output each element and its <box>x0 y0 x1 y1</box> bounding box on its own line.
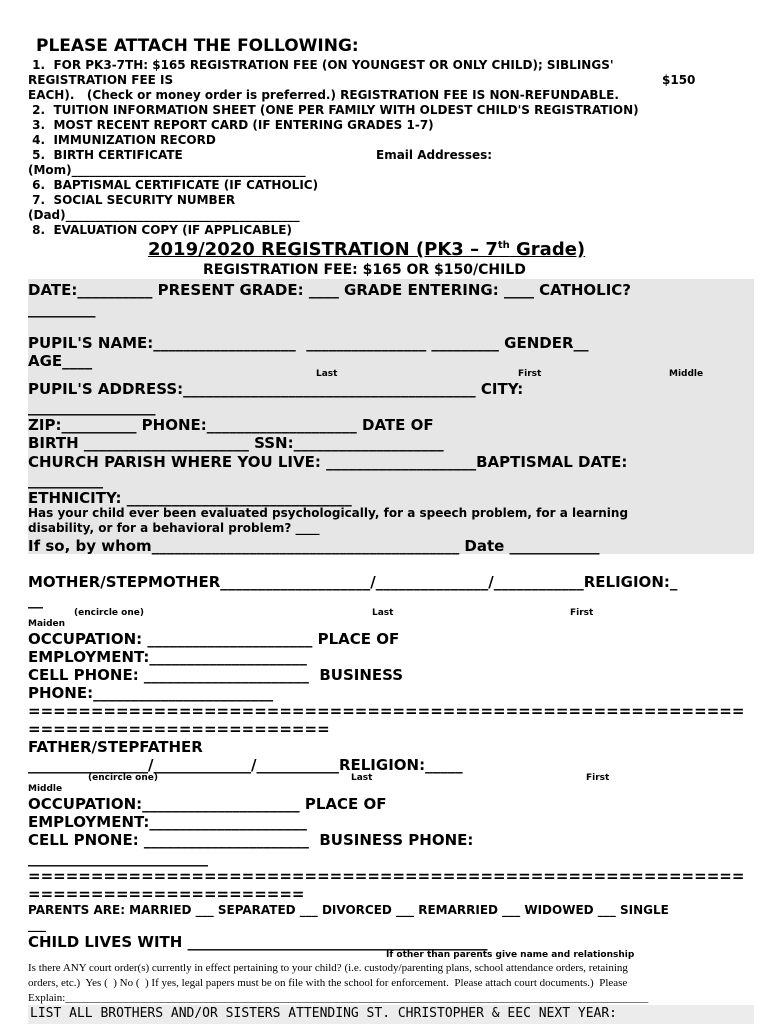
date-grade-line[interactable]: DATE:__________ PRESENT GRADE: ____ GRADE ENTERING: ____ CATHOLIC? <box>28 281 632 299</box>
pupil-name-line[interactable]: PUPIL'S NAME:___________________ ________________ _________ GENDER__ <box>28 334 589 352</box>
mother-line[interactable]: MOTHER/STEPMOTHER____________________/_______________/____________RELIGION:_ <box>28 573 678 591</box>
father-line[interactable]: ________________/_____________/___________RELIGION:_____ <box>28 756 463 774</box>
father-cell-line[interactable]: CELL PNONE: ______________________ BUSINESS PHONE: <box>28 831 474 849</box>
father-employment-line[interactable]: EMPLOYMENT:_____________________ <box>28 813 307 831</box>
father-occupation-line[interactable]: OCCUPATION:_____________________ PLACE OF <box>28 795 387 813</box>
father-encircle-label: (encircle one) <box>88 773 158 783</box>
court-order-text-2[interactable]: orders, etc.) Yes ( ) No ( ) If yes, legal papers must be on file with the school for enforcement. Please attach court documents.) Please <box>28 977 628 989</box>
evaluation-question-1: Has your child ever been evaluated psychologically, for a speech problem, for a learning <box>28 506 629 520</box>
mom-email-field[interactable]: (Mom)_______________________________________ <box>28 163 306 177</box>
child-lives-with-note: If other than parents give name and relationship <box>386 950 635 960</box>
father-label: FATHER/STEPFATHER <box>28 738 203 756</box>
father-first-label: First <box>586 773 610 783</box>
pupil-address-line[interactable]: PUPIL'S ADDRESS:_______________________________________ CITY: <box>28 380 524 398</box>
father-last-label: Last <box>351 773 373 783</box>
city-blank[interactable]: _________________ <box>28 398 156 416</box>
separator-1b: ======================== <box>28 720 330 738</box>
separator-1a: ========================================================= <box>28 702 745 720</box>
attach-item-1c: EACH). (Check or money order is preferred.) REGISTRATION FEE IS NON-REFUNDABLE. <box>28 88 619 102</box>
separator-2a: ========================================================= <box>28 867 745 885</box>
zip-phone-line[interactable]: ZIP:__________ PHONE:____________________ DATE OF <box>28 416 434 434</box>
parents-status-blank[interactable]: ___ <box>28 918 46 932</box>
father-middle-label: Middle <box>28 784 63 794</box>
mother-first-label: First <box>570 608 594 618</box>
separator-2b: ====================== <box>28 885 305 903</box>
birth-ssn-line[interactable]: BIRTH ______________________ SSN:____________________ <box>28 434 444 452</box>
email-label: Email Addresses: <box>376 148 493 162</box>
label-middle: Middle <box>669 369 704 379</box>
baptismal-date-blank[interactable]: __________ <box>28 471 103 489</box>
attach-item-5: 5. BIRTH CERTIFICATE <box>28 148 183 162</box>
father-business-phone-blank[interactable]: ________________________ <box>28 849 208 867</box>
attach-item-2: 2. TUITION INFORMATION SHEET (ONE PER FAMILY WITH OLDEST CHILD'S REGISTRATION) <box>28 103 639 117</box>
mother-cell-line[interactable]: CELL PHONE: ______________________ BUSINESS <box>28 666 404 684</box>
fee-subtitle: REGISTRATION FEE: $165 OR $150/CHILD <box>203 262 526 278</box>
siblings-heading: LIST ALL BROTHERS AND/OR SISTERS ATTENDING ST. CHRISTOPHER & EEC NEXT YEAR: <box>30 1006 617 1021</box>
mother-religion-blank[interactable]: __ <box>28 591 43 609</box>
attach-item-1-amount: $150 <box>662 73 696 87</box>
attach-item-3: 3. MOST RECENT REPORT CARD (IF ENTERING GRADES 1-7) <box>28 118 434 132</box>
age-line[interactable]: AGE____ <box>28 352 93 370</box>
parents-status-line[interactable]: PARENTS ARE: MARRIED ___ SEPARATED ___ DIVORCED ___ REMARRIED ___ WIDOWED ___ SINGLE <box>28 903 669 917</box>
attach-item-8: 8. EVALUATION COPY (IF APPLICABLE) <box>28 223 292 237</box>
mother-occupation-line[interactable]: OCCUPATION: ______________________ PLACE OF <box>28 630 400 648</box>
mother-employment-line[interactable]: EMPLOYMENT:_____________________ <box>28 648 307 666</box>
church-parish-line[interactable]: CHURCH PARISH WHERE YOU LIVE: ____________________BAPTISMAL DATE: <box>28 453 628 471</box>
mother-encircle-label: (encircle one) <box>74 608 144 618</box>
attach-item-1a: 1. FOR PK3-7TH: $165 REGISTRATION FEE (ON YOUNGEST OR ONLY CHILD); SIBLINGS' <box>28 58 614 72</box>
ethnicity-line[interactable]: ETHNICITY: ______________________________ <box>28 489 352 507</box>
court-order-text-1: Is there ANY court order(s) currently in effect pertaining to your child? (i.e. custody/parenting plans, school attendance orders, retaining <box>28 962 628 974</box>
dad-email-field[interactable]: (Dad)_______________________________________ <box>28 208 300 222</box>
attach-item-7: 7. SOCIAL SECURITY NUMBER <box>28 193 236 207</box>
mother-last-label: Last <box>372 608 394 618</box>
court-explain-field[interactable]: Explain:__________________________________________________________________________________________________________ <box>28 992 649 1004</box>
form-title: 2019/2020 REGISTRATION (PK3 – 7th Grade) <box>148 239 586 260</box>
child-lives-with-line[interactable]: CHILD LIVES WITH ________________________________________ <box>28 933 488 951</box>
label-last: Last <box>316 369 338 379</box>
mother-phone-line[interactable]: PHONE:________________________ <box>28 684 274 702</box>
attach-heading: PLEASE ATTACH THE FOLLOWING: <box>36 36 359 56</box>
label-first: First <box>518 369 542 379</box>
whom-date-line[interactable]: If so, by whom_________________________________________ Date ____________ <box>28 537 600 555</box>
attach-item-1b: REGISTRATION FEE IS <box>28 73 174 87</box>
catholic-blank[interactable]: _________ <box>28 300 96 318</box>
attach-item-6: 6. BAPTISMAL CERTIFICATE (IF CATHOLIC) <box>28 178 319 192</box>
evaluation-question-2[interactable]: disability, or for a behavioral problem? ____ <box>28 521 320 535</box>
attach-item-4: 4. IMMUNIZATION RECORD <box>28 133 216 147</box>
mother-maiden-label: Maiden <box>28 619 66 629</box>
